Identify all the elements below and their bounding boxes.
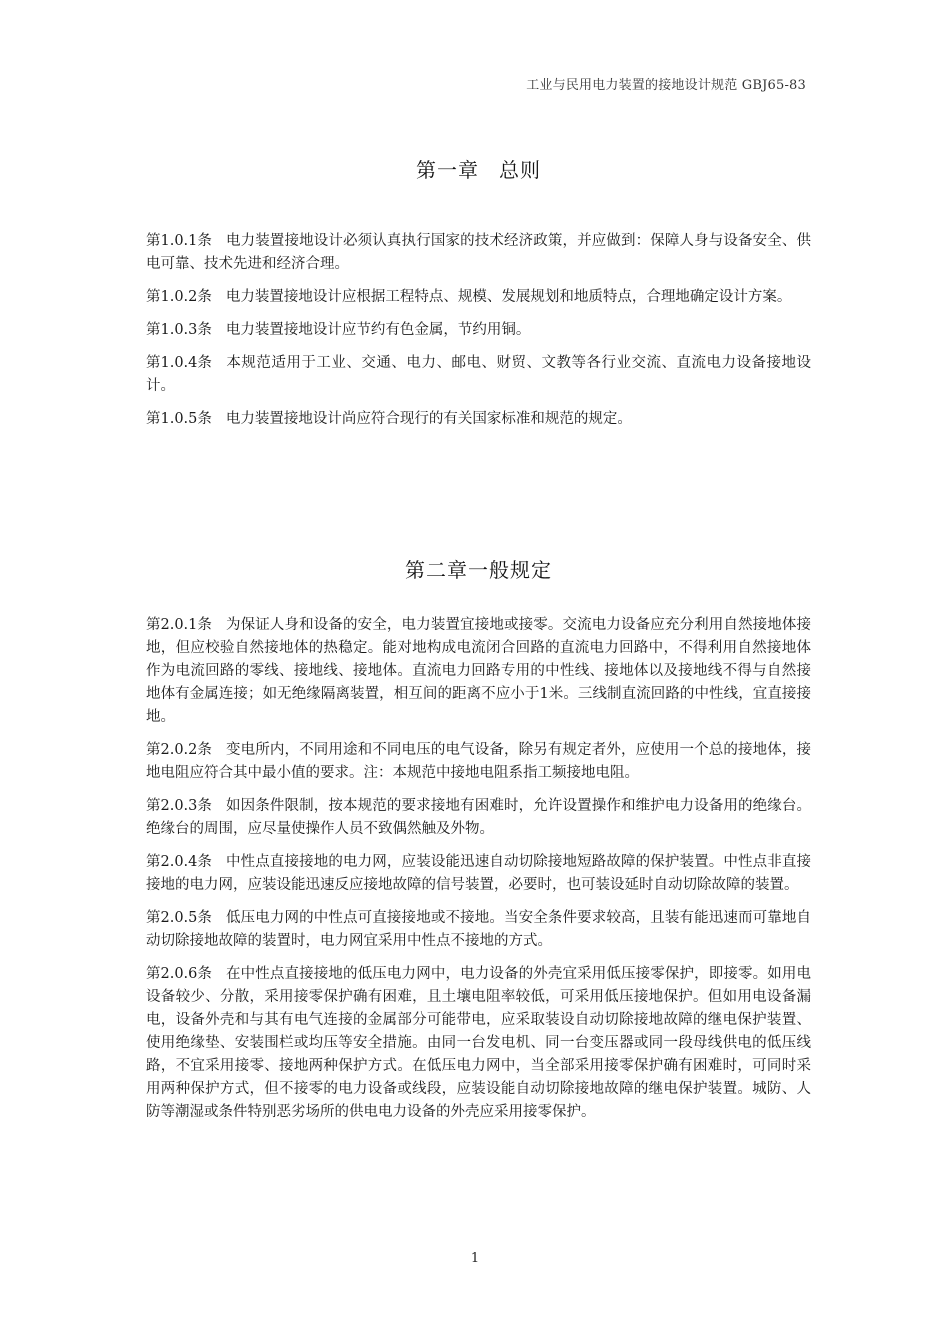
clause-number: 第2.0.5条 (146, 910, 212, 926)
clause-number: 第2.0.1条 (146, 617, 212, 633)
clause-number: 第1.0.3条 (146, 322, 212, 338)
clause-number: 第1.0.1条 (146, 233, 212, 249)
chapter-1-title (146, 154, 811, 183)
page-number: 1 (470, 1251, 480, 1266)
clause-number: 第1.0.2条 (146, 289, 212, 305)
clause-2-0-2 (146, 739, 811, 785)
clause-text: 电力装置接地设计尚应符合现行的有关国家标准和规范的规定。 (225, 411, 632, 427)
clause-number: 第1.0.4条 (146, 355, 212, 371)
clause-text: 电力装置接地设计应节约有色金属，节约用铜。 (225, 322, 531, 338)
clause-number: 第2.0.2条 (146, 742, 212, 758)
chapter-1-number: 第一章 (416, 158, 479, 182)
chapter-2-title: 第二章一般规定 (405, 558, 552, 582)
clause-text: 为保证人身和设备的安全，电力装置宜接地或接零。交流电力设备应充分利用自然接地体接地，但应校验自然接地体的热稳定。能对地构成电流闭合回路的直流电力回路中，不得利用自然接地体作为电流回路的零线、接地线、接地体。直流电力回路专用的中性线、接地体以及接地线不得与自然接地体有金属连接；如无绝缘隔离装置，相互间的距离不应小于1米。三线制直流回路的中性线，宜直接接地。 (146, 617, 811, 725)
running-header: 工业与民用电力装置的接地设计规范 GBJ65-83 (526, 78, 806, 93)
chapter-1-name: 总则 (499, 158, 541, 182)
clause-2-0-1 (146, 614, 811, 729)
clause-number: 第2.0.6条 (146, 966, 212, 982)
clause-1-0-1 (146, 230, 811, 276)
clause-text: 本规范适用于工业、交通、电力、邮电、财贸、文教等各行业交流、直流电力设备接地设计。 (146, 355, 811, 394)
clause-text: 如因条件限制，按本规范的要求接地有困难时，允许设置操作和维护电力设备用的绝缘台。绝缘台的周围，应尽量使操作人员不致偶然触及外物。 (146, 798, 811, 837)
clause-number: 第2.0.3条 (146, 798, 212, 814)
chapter-2-clauses (146, 614, 811, 1134)
clause-text: 低压电力网的中性点可直接接地或不接地。当安全条件要求较高，且装有能迅速而可靠地自动切除接地故障的装置时，电力网宜采用中性点不接地的方式。 (146, 910, 811, 949)
clause-2-0-6 (146, 963, 811, 1124)
clause-number: 第2.0.4条 (146, 854, 212, 870)
clause-text: 在中性点直接接地的低压电力网中，电力设备的外壳宜采用低压接零保护，即接零。如用电设备较少、分散，采用接零保护确有困难，且土壤电阻率较低，可采用低压接地保护。但如用电设备漏电，设备外壳和与其有电气连接的金属部分可能带电，应采取装设自动切除接地故障的继电保护装置、使用绝缘垫、安装围栏或均压等安全措施。由同一台发电机、同一台变压器或同一段母线供电的低压线路，不宜采用接零、接地两种保护方式。在低压电力网中，当全部采用接零保护确有困难时，可同时采用两种保护方式，但不接零的电力设备或线段，应装设能自动切除接地故障的继电保护装置。城防、人防等潮湿或条件特别恶劣场所的供电电力设备的外壳应采用接零保护。 (146, 966, 811, 1120)
clause-number: 第1.0.5条 (146, 411, 212, 427)
clause-1-0-5 (146, 408, 811, 431)
clause-1-0-2 (146, 286, 811, 309)
clause-2-0-5 (146, 907, 811, 953)
clause-2-0-3 (146, 795, 811, 841)
clause-text: 电力装置接地设计应根据工程特点、规模、发展规划和地质特点，合理地确定设计方案。 (225, 289, 792, 305)
clause-text: 中性点直接接地的电力网，应装设能迅速自动切除接地短路故障的保护装置。中性点非直接接地的电力网，应装设能迅速反应接地故障的信号装置，必要时，也可装设延时自动切除故障的装置。 (146, 854, 811, 893)
clause-2-0-4 (146, 851, 811, 897)
chapter-1-clauses (146, 230, 811, 441)
clause-text: 电力装置接地设计必须认真执行国家的技术经济政策，并应做到：保障人身与设备安全、供电可靠、技术先进和经济合理。 (146, 233, 811, 272)
clause-text: 变电所内，不同用途和不同电压的电气设备，除另有规定者外，应使用一个总的接地体，接地电阻应符合其中最小值的要求。注：本规范中接地电阻系指工频接地电阻。 (146, 742, 811, 781)
clause-1-0-4 (146, 352, 811, 398)
clause-1-0-3 (146, 319, 811, 342)
